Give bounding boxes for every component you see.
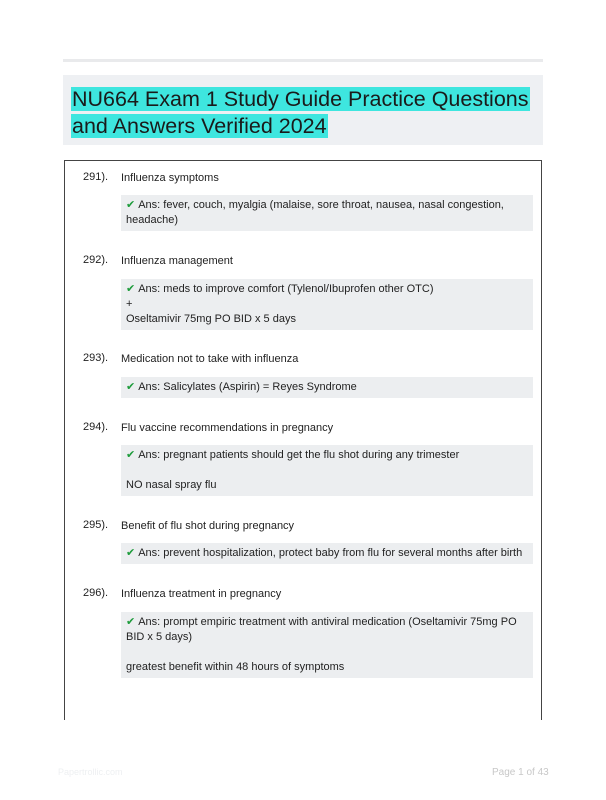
check-icon: ✔ — [126, 616, 136, 628]
question-number: 295). — [83, 519, 109, 531]
answer-line: Ans: fever, couch, myalgia (malaise, sore throat, nausea, nasal congestion, headache) — [126, 199, 504, 226]
questions-frame — [64, 160, 542, 720]
answer-line: Ans: Salicylates (Aspirin) = Reyes Syndrome — [138, 381, 357, 393]
top-divider — [63, 59, 543, 62]
answer-line: Ans: meds to improve comfort (Tylenol/Ibuprofen other OTC) — [138, 283, 434, 295]
question-text: Medication not to take with influenza — [121, 353, 299, 365]
question-text: Influenza symptoms — [121, 172, 219, 184]
answer-box — [121, 279, 533, 330]
footer-watermark: Papertrollic.com — [58, 767, 123, 777]
answer-line: Ans: pregnant patients should get the flu shot during any trimester — [138, 449, 460, 461]
question-text: Benefit of flu shot during pregnancy — [121, 520, 295, 532]
page-title — [71, 86, 543, 140]
page-number: Page 1 of 43 — [492, 767, 549, 778]
check-icon: ✔ — [126, 449, 136, 461]
answer-box — [121, 445, 533, 496]
title-line-2: and Answers Verified 2024 — [72, 114, 327, 138]
answer-box — [121, 195, 533, 231]
answer-box — [121, 543, 533, 564]
question-number: 292). — [83, 254, 109, 266]
answer-line: Oseltamivir 75mg PO BID x 5 days — [126, 313, 296, 325]
check-icon: ✔ — [126, 199, 136, 211]
question-number: 296). — [83, 587, 109, 599]
answer-line: Ans: prompt empiric treatment with antiviral medication (Oseltamivir 75mg PO BID x 5 days) — [126, 616, 517, 643]
question-text: Influenza management — [121, 255, 233, 267]
answer-line: greatest benefit within 48 hours of symptoms — [126, 661, 345, 673]
check-icon: ✔ — [126, 547, 136, 559]
answer-box — [121, 377, 533, 398]
answer-line: Ans: prevent hospitalization, protect baby from flu for several months after birth — [138, 547, 523, 559]
answer-line: + — [126, 298, 133, 310]
question-text: Influenza treatment in pregnancy — [121, 588, 282, 600]
question-number: 293). — [83, 352, 109, 364]
question-number: 294). — [83, 421, 109, 433]
answer-box — [121, 612, 533, 678]
title-banner — [63, 75, 543, 145]
question-text: Flu vaccine recommendations in pregnancy — [121, 422, 334, 434]
check-icon: ✔ — [126, 381, 136, 393]
title-line-1: NU664 Exam 1 Study Guide Practice Questions — [72, 87, 529, 111]
question-number: 291). — [83, 171, 109, 183]
check-icon: ✔ — [126, 283, 136, 295]
answer-line: NO nasal spray flu — [126, 479, 217, 491]
